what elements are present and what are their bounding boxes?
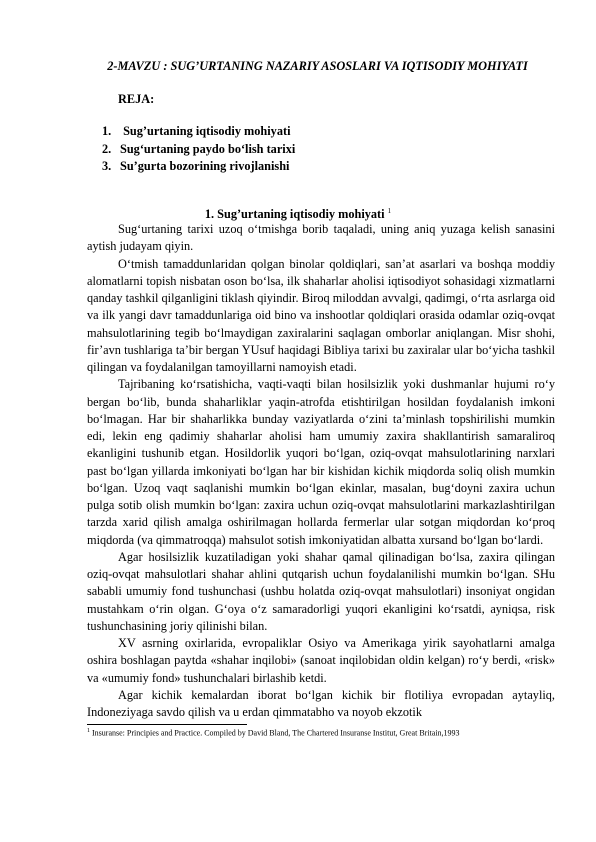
footnote-divider [87,724,247,725]
plan-item-number: 2. [102,141,112,156]
paragraph: Agar hosilsizlik kuzatiladigan yoki shahar qamal qilinadigan bo‘lsa, zaxira qilingan oziq-ovqat mahsulotlari shahar ahlini qutqarish uchun foydalanilishi mumkin bo‘lgan. SHu sababli umumiy fond tushunchasi (ushbu holatda oziq-ovqat mahsulotlari) insoniyat ongidan mustahkam o‘rin olgan. G‘oya o‘z samaradorligi yuqori ekanligini ko‘rsatdi, ayniqsa, risk tushunchasining joriy qilinishi bilan. [87,549,555,633]
paragraph: Sug‘urtaning tarixi uzoq o‘tmishga borib taqaladi, uning aniq yuzaga kelish sanasini aytish judayam qiyin. [87,222,555,254]
plan-item-text: Su’gurta bozorining rivojlanishi [120,159,290,173]
plan-heading: REJA: [118,92,155,106]
page-title: 2-MAVZU : SUG’URTANING NAZARIY ASOSLARI VA IQTISODIY MOHIYATI [107,59,528,73]
footnote-text: Insuranse: Principies and Practice. Compiled by David Bland, The Chartered Insuranse Institut, Great Britain,1993 [90,728,460,738]
paragraph: XV asrning oxirlarida, evropaliklar Osiyo va Amerikaga yirik sayohatlarni amalga oshira boshlagan paytda «shahar inqilobi» (sanoat inqilobidan oldin kelgan) ro‘y berdi, «risk» va «umumiy fond» tushunchalari birlashib ketdi. [87,636,555,685]
footnote-mark: 1 [87,728,90,734]
paragraph: Agar kichik kemalardan iborat bo‘lgan kichik bir flotiliya evropadan aytayliq, Indoneziyaga savdo qilish va u erdan qimmatabho va noyob ekzotik [87,687,555,719]
plan-item [102,158,295,176]
paragraph: Tajribaning ko‘rsatishicha, vaqti-vaqti bilan hosilsizlik yoki dushmanlar hujumi ro‘y bergan bo‘lib, bunda shaharliklar yaqin-atrofda etishtirilgan hosildan foydalanish imkoni bo‘lmagan. Har bir shaharlikka bunday vaziyatlarda o‘zini ta’minlash topshirilishi mumkin edi, lekin eng qadimiy shaharlar aholisi ham umumiy zaxira shakllantirish samaraliroq ekanligini tushunib etgan. Hosildorlik yuqori bo‘lgan, oziq-ovqat mahsulotlarining narxlari past bo‘lgan yillarda imkoniyati bo‘lgan har bir kishidan kichik miqdorda soliq olish mumkin bo‘lgan. Uzoq vaqt saqlanishi mumkin bo‘lgan ekinlar, masalan, bug‘doyni zaxira uchun pulga sotib olish mumkin bo‘lgan: zaxira uchun oziq-ovqat mahsulotlarini markazlashtirilgan tarzda xarid qilish amalga oshirilmagan hollarda fermerlar ular sotgan miqdordan ko‘proq miqdorda (va qimmatroqqa) mahsulot sotish imkoniyatidan albatta xursand bo‘lgan bo‘lardi. [87,377,555,547]
footnote [87,726,557,739]
plan-item-number: 1. [102,124,112,138]
plan-item-number: 3. [102,159,112,173]
section-heading [0,207,596,222]
plan-item [102,141,295,159]
plan-item [102,123,295,141]
section-title: 1. Sug’urtaning iqtisodiy mohiyati [204,207,385,222]
body-text [87,221,555,721]
paragraph: O‘tmish tamaddunlaridan qolgan binolar qoldiqlari, san’at asarlari va boshqa moddiy alomatlarni topish nisbatan oson bo‘lsa, ilk shaharlar aholisi iqtisodiyot sohasidagi xizmatlarni qanday tashkil qilganligini tiklash qiyindir. Biroq miloddan avvalgi, qadimgi, o‘rta asrlarga oid va ilk yangi davr tamaddunlariga oid bino va inshootlar qoldiqlari orasida odamlar oziq-ovqat mahsulotlarining tegib bo‘lmaydigan zaxiralarini saqlagan omborlar aniqlangan. Misr shohi, fir’avn tushlariga ta’bir bergan YUsuf haqidagi Bibliya tarixi bu zaxiralar ular bo‘yicha tashkil qilingan va foydalanilgan tamoyillarni namoyish etadi. [87,256,555,374]
plan-list [102,123,295,176]
plan-item-text: Sug‘urtaning paydo bo‘lish tarixi [120,141,296,156]
footnote-reference: 1 [387,207,392,215]
plan-item-text: Sug’urtaning iqtisodiy mohiyati [123,124,291,138]
